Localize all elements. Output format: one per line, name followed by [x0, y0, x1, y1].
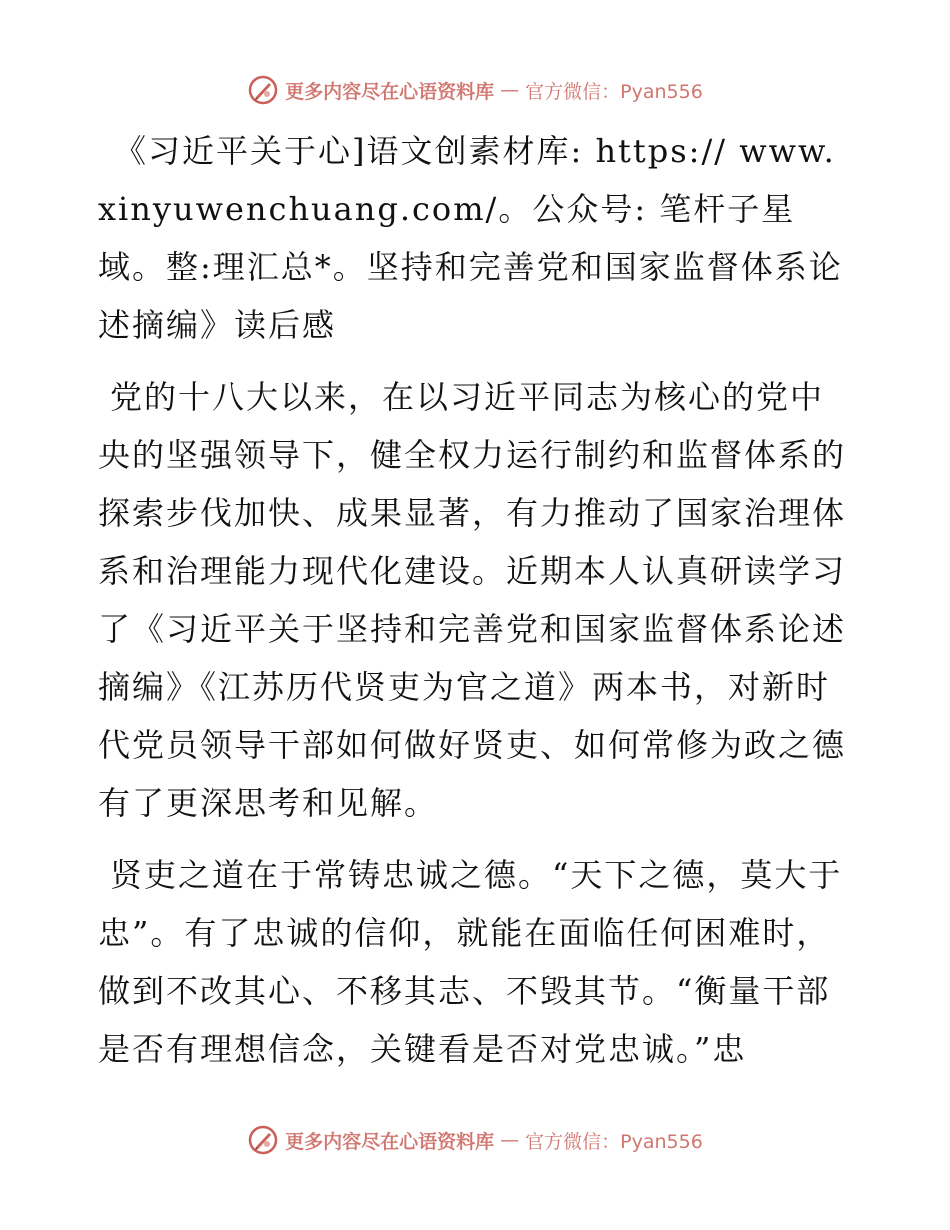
banner-separator: — [500, 1129, 520, 1151]
wechat-contact: 官方微信：Pyan556 [525, 1130, 703, 1153]
document-body [98, 122, 850, 1092]
header-banner [0, 70, 950, 110]
brand-text: 更多内容尽在心语资料库 [285, 80, 495, 103]
wechat-contact: 官方微信：Pyan556 [525, 80, 703, 103]
banner-separator: — [500, 79, 520, 101]
footer-banner [0, 1120, 950, 1160]
pen-circle-logo-icon [247, 74, 279, 106]
document-title: 《习近平关于心]语文创素材库: https:// www.xinyuwenchuang.com/。公众号: 笔杆子星域。整:理汇总*。坚持和完善党和国家监督体系论述摘编》读后感 [98, 132, 843, 344]
brand-text: 更多内容尽在心语资料库 [285, 1130, 495, 1153]
paragraph-1: 党的十八大以来，在以习近平同志为核心的党中央的坚强领导下，健全权力运行制约和监督体系的探索步伐加快、成果显著，有力推动了国家治理体系和治理能力现代化建设。近期本人认真研读学习了《习近平关于坚持和完善党和国家监督体系论述摘编》《江苏历代贤吏为官之道》两本书，对新时代党员领导干部如何做好贤吏、如何常修为政之德有了更深思考和见解。 [98, 378, 847, 822]
paragraph-2: 贤吏之道在于常铸忠诚之德。“天下之德，莫大于忠”。有了忠诚的信仰，就能在面临任何困难时，做到不改其心、不移其志、不毁其节。“衡量干部是否有理想信念，关键看是否对党忠诚。”忠 [98, 856, 843, 1068]
pen-circle-logo-icon [247, 1124, 279, 1156]
